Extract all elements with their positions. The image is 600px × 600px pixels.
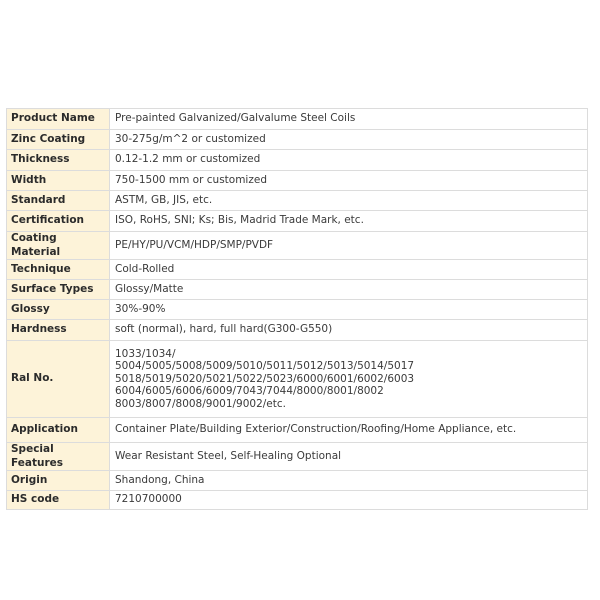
spec-table — [6, 108, 588, 510]
row-value: Cold-Rolled — [110, 260, 588, 280]
table-row — [7, 320, 588, 341]
ral-line: 8003/8007/8008/9001/9002/etc. — [115, 397, 286, 410]
table-row — [7, 109, 588, 130]
row-label: Coating Material — [7, 232, 110, 260]
row-value: 7210700000 — [110, 491, 588, 510]
table-row — [7, 171, 588, 191]
table-row — [7, 300, 588, 320]
ral-line: 5018/5019/5020/5021/5022/5023/6000/6001/6002/6003 — [115, 372, 415, 385]
row-value: Glossy/Matte — [110, 280, 588, 300]
table-row — [7, 150, 588, 171]
row-value: 30-275g/m^2 or customized — [110, 130, 588, 150]
row-label: Technique — [7, 260, 110, 280]
row-label: Application — [7, 418, 110, 443]
row-value: 750-1500 mm or customized — [110, 171, 588, 191]
ral-line: 6004/6005/6006/6009/7043/7044/8000/8001/8002 — [115, 385, 384, 398]
table-row — [7, 341, 588, 418]
row-value-multiline — [110, 341, 588, 418]
row-value: Container Plate/Building Exterior/Construction/Roofing/Home Appliance, etc. — [110, 418, 588, 443]
row-label: Surface Types — [7, 280, 110, 300]
row-value: ASTM, GB, JIS, etc. — [110, 191, 588, 211]
table-row — [7, 191, 588, 211]
row-label: Glossy — [7, 300, 110, 320]
row-label: HS code — [7, 491, 110, 510]
row-label: Special Features — [7, 443, 110, 471]
row-value: Wear Resistant Steel, Self-Healing Optional — [110, 443, 588, 471]
row-label: Ral No. — [7, 341, 110, 418]
ral-line: 1033/1034/ — [115, 347, 176, 360]
row-value: PE/HY/PU/VCM/HDP/SMP/PVDF — [110, 232, 588, 260]
row-value: Pre-painted Galvanized/Galvalume Steel Coils — [110, 109, 588, 130]
row-value: ISO, RoHS, SNI; Ks; Bis, Madrid Trade Mark, etc. — [110, 211, 588, 232]
row-value: 0.12-1.2 mm or customized — [110, 150, 588, 171]
table-row — [7, 232, 588, 260]
row-label: Product Name — [7, 109, 110, 130]
row-label: Thickness — [7, 150, 110, 171]
table-row — [7, 211, 588, 232]
table-row — [7, 130, 588, 150]
row-label: Origin — [7, 471, 110, 491]
table-row — [7, 491, 588, 510]
row-label: Hardness — [7, 320, 110, 341]
row-label: Standard — [7, 191, 110, 211]
row-label: Width — [7, 171, 110, 191]
row-label: Zinc Coating — [7, 130, 110, 150]
table-row — [7, 280, 588, 300]
table-row — [7, 418, 588, 443]
ral-line: 5004/5005/5008/5009/5010/5011/5012/5013/5014/5017 — [115, 360, 415, 373]
table-row — [7, 471, 588, 491]
row-value: soft (normal), hard, full hard(G300-G550) — [110, 320, 588, 341]
row-value: 30%-90% — [110, 300, 588, 320]
row-label: Certification — [7, 211, 110, 232]
table-row — [7, 443, 588, 471]
table-row — [7, 260, 588, 280]
row-value: Shandong, China — [110, 471, 588, 491]
